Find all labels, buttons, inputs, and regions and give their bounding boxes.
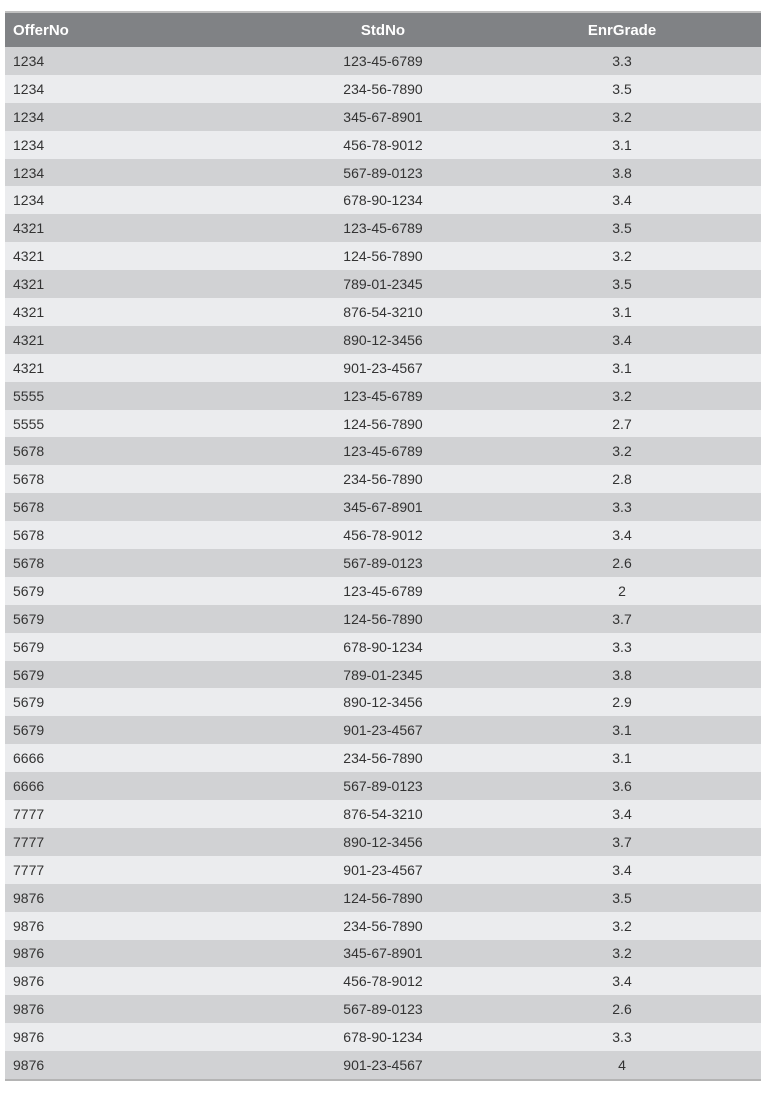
cell-offerno: 9876 (5, 940, 283, 968)
cell-offerno: 5679 (5, 605, 283, 633)
table-row (5, 633, 761, 661)
cell-stdno: 901-23-4567 (283, 856, 483, 884)
cell-offerno: 9876 (5, 912, 283, 940)
cell-stdno: 456-78-9012 (283, 967, 483, 995)
cell-offerno: 9876 (5, 967, 283, 995)
cell-enrgrade: 2 (483, 577, 761, 605)
table-row (5, 688, 761, 716)
cell-stdno: 890-12-3456 (283, 688, 483, 716)
cell-stdno: 123-45-6789 (283, 437, 483, 465)
cell-enrgrade: 2.6 (483, 995, 761, 1023)
cell-enrgrade: 3.4 (483, 856, 761, 884)
cell-stdno: 678-90-1234 (283, 633, 483, 661)
cell-enrgrade: 2.6 (483, 549, 761, 577)
table-row (5, 967, 761, 995)
cell-offerno: 5679 (5, 688, 283, 716)
cell-enrgrade: 3.4 (483, 186, 761, 214)
table-row (5, 1023, 761, 1051)
table-body (5, 47, 761, 1079)
table-row (5, 828, 761, 856)
cell-enrgrade: 3.8 (483, 159, 761, 187)
cell-enrgrade: 2.8 (483, 465, 761, 493)
table-row (5, 298, 761, 326)
cell-stdno: 123-45-6789 (283, 577, 483, 605)
cell-stdno: 123-45-6789 (283, 47, 483, 75)
cell-enrgrade: 3.4 (483, 967, 761, 995)
column-header-stdno: StdNo (283, 13, 483, 47)
cell-enrgrade: 4 (483, 1051, 761, 1079)
cell-offerno: 6666 (5, 772, 283, 800)
cell-offerno: 5555 (5, 410, 283, 438)
cell-offerno: 5678 (5, 549, 283, 577)
table-row (5, 744, 761, 772)
cell-offerno: 4321 (5, 326, 283, 354)
header-row (5, 13, 761, 47)
cell-enrgrade: 3.3 (483, 47, 761, 75)
table-row (5, 47, 761, 75)
table-row (5, 605, 761, 633)
cell-stdno: 789-01-2345 (283, 661, 483, 689)
table-row (5, 521, 761, 549)
cell-enrgrade: 3.1 (483, 131, 761, 159)
table-row (5, 577, 761, 605)
table-row (5, 159, 761, 187)
table-row (5, 912, 761, 940)
table-row (5, 103, 761, 131)
cell-stdno: 876-54-3210 (283, 298, 483, 326)
cell-offerno: 1234 (5, 131, 283, 159)
table-row (5, 214, 761, 242)
table-row (5, 856, 761, 884)
cell-stdno: 901-23-4567 (283, 716, 483, 744)
cell-enrgrade: 3.4 (483, 521, 761, 549)
cell-enrgrade: 2.9 (483, 688, 761, 716)
table-row (5, 270, 761, 298)
cell-offerno: 1234 (5, 75, 283, 103)
table-header (5, 13, 761, 47)
cell-stdno: 567-89-0123 (283, 772, 483, 800)
cell-enrgrade: 3.4 (483, 326, 761, 354)
table-row (5, 800, 761, 828)
cell-enrgrade: 3.1 (483, 744, 761, 772)
cell-enrgrade: 3.8 (483, 661, 761, 689)
cell-offerno: 4321 (5, 214, 283, 242)
cell-offerno: 5678 (5, 521, 283, 549)
cell-stdno: 567-89-0123 (283, 549, 483, 577)
table-row (5, 131, 761, 159)
column-header-offerno: OfferNo (5, 13, 283, 47)
table-row (5, 242, 761, 270)
cell-offerno: 9876 (5, 1023, 283, 1051)
cell-stdno: 876-54-3210 (283, 800, 483, 828)
cell-enrgrade: 3.2 (483, 912, 761, 940)
table-row (5, 1051, 761, 1079)
cell-stdno: 345-67-8901 (283, 103, 483, 131)
table-row (5, 410, 761, 438)
cell-stdno: 234-56-7890 (283, 75, 483, 103)
cell-stdno: 345-67-8901 (283, 940, 483, 968)
cell-stdno: 124-56-7890 (283, 884, 483, 912)
cell-offerno: 1234 (5, 159, 283, 187)
table-row (5, 940, 761, 968)
cell-enrgrade: 3.7 (483, 828, 761, 856)
cell-enrgrade: 3.5 (483, 270, 761, 298)
table-row (5, 186, 761, 214)
cell-enrgrade: 3.2 (483, 940, 761, 968)
cell-enrgrade: 3.5 (483, 75, 761, 103)
cell-enrgrade: 3.4 (483, 800, 761, 828)
cell-enrgrade: 2.7 (483, 410, 761, 438)
cell-stdno: 678-90-1234 (283, 186, 483, 214)
table-row (5, 772, 761, 800)
cell-stdno: 901-23-4567 (283, 354, 483, 382)
table-row (5, 884, 761, 912)
cell-stdno: 456-78-9012 (283, 131, 483, 159)
cell-offerno: 4321 (5, 354, 283, 382)
cell-offerno: 7777 (5, 828, 283, 856)
cell-stdno: 234-56-7890 (283, 912, 483, 940)
table-row (5, 465, 761, 493)
cell-stdno: 124-56-7890 (283, 410, 483, 438)
cell-offerno: 9876 (5, 1051, 283, 1079)
cell-offerno: 5679 (5, 577, 283, 605)
cell-stdno: 789-01-2345 (283, 270, 483, 298)
cell-offerno: 7777 (5, 800, 283, 828)
table-row (5, 493, 761, 521)
enrollment-table-container (5, 11, 761, 1081)
cell-enrgrade: 3.3 (483, 1023, 761, 1051)
cell-enrgrade: 3.1 (483, 298, 761, 326)
cell-offerno: 5678 (5, 465, 283, 493)
cell-enrgrade: 3.1 (483, 716, 761, 744)
cell-offerno: 1234 (5, 103, 283, 131)
cell-offerno: 4321 (5, 242, 283, 270)
cell-enrgrade: 3.2 (483, 103, 761, 131)
cell-offerno: 5678 (5, 493, 283, 521)
column-header-enrgrade: EnrGrade (483, 13, 761, 47)
cell-stdno: 345-67-8901 (283, 493, 483, 521)
cell-enrgrade: 3.7 (483, 605, 761, 633)
cell-enrgrade: 3.1 (483, 354, 761, 382)
cell-stdno: 567-89-0123 (283, 995, 483, 1023)
cell-stdno: 124-56-7890 (283, 605, 483, 633)
cell-stdno: 678-90-1234 (283, 1023, 483, 1051)
cell-stdno: 234-56-7890 (283, 465, 483, 493)
cell-offerno: 9876 (5, 995, 283, 1023)
table-row (5, 716, 761, 744)
cell-enrgrade: 3.3 (483, 493, 761, 521)
cell-offerno: 1234 (5, 47, 283, 75)
cell-enrgrade: 3.2 (483, 382, 761, 410)
cell-stdno: 890-12-3456 (283, 828, 483, 856)
cell-stdno: 890-12-3456 (283, 326, 483, 354)
cell-offerno: 6666 (5, 744, 283, 772)
cell-enrgrade: 3.2 (483, 437, 761, 465)
cell-stdno: 123-45-6789 (283, 214, 483, 242)
cell-stdno: 234-56-7890 (283, 744, 483, 772)
cell-enrgrade: 3.2 (483, 242, 761, 270)
table-row (5, 437, 761, 465)
cell-enrgrade: 3.3 (483, 633, 761, 661)
table-row (5, 326, 761, 354)
cell-offerno: 4321 (5, 298, 283, 326)
cell-stdno: 901-23-4567 (283, 1051, 483, 1079)
table-row (5, 661, 761, 689)
cell-offerno: 5679 (5, 633, 283, 661)
cell-stdno: 124-56-7890 (283, 242, 483, 270)
table-row (5, 549, 761, 577)
table-row (5, 995, 761, 1023)
table-row (5, 382, 761, 410)
cell-offerno: 5679 (5, 716, 283, 744)
cell-offerno: 5555 (5, 382, 283, 410)
cell-stdno: 456-78-9012 (283, 521, 483, 549)
cell-enrgrade: 3.6 (483, 772, 761, 800)
cell-offerno: 5679 (5, 661, 283, 689)
cell-enrgrade: 3.5 (483, 884, 761, 912)
cell-stdno: 123-45-6789 (283, 382, 483, 410)
cell-offerno: 4321 (5, 270, 283, 298)
table-row (5, 354, 761, 382)
cell-stdno: 567-89-0123 (283, 159, 483, 187)
table-row (5, 75, 761, 103)
cell-offerno: 9876 (5, 884, 283, 912)
cell-offerno: 1234 (5, 186, 283, 214)
enrollment-table (5, 13, 761, 1079)
cell-enrgrade: 3.5 (483, 214, 761, 242)
cell-offerno: 5678 (5, 437, 283, 465)
cell-offerno: 7777 (5, 856, 283, 884)
